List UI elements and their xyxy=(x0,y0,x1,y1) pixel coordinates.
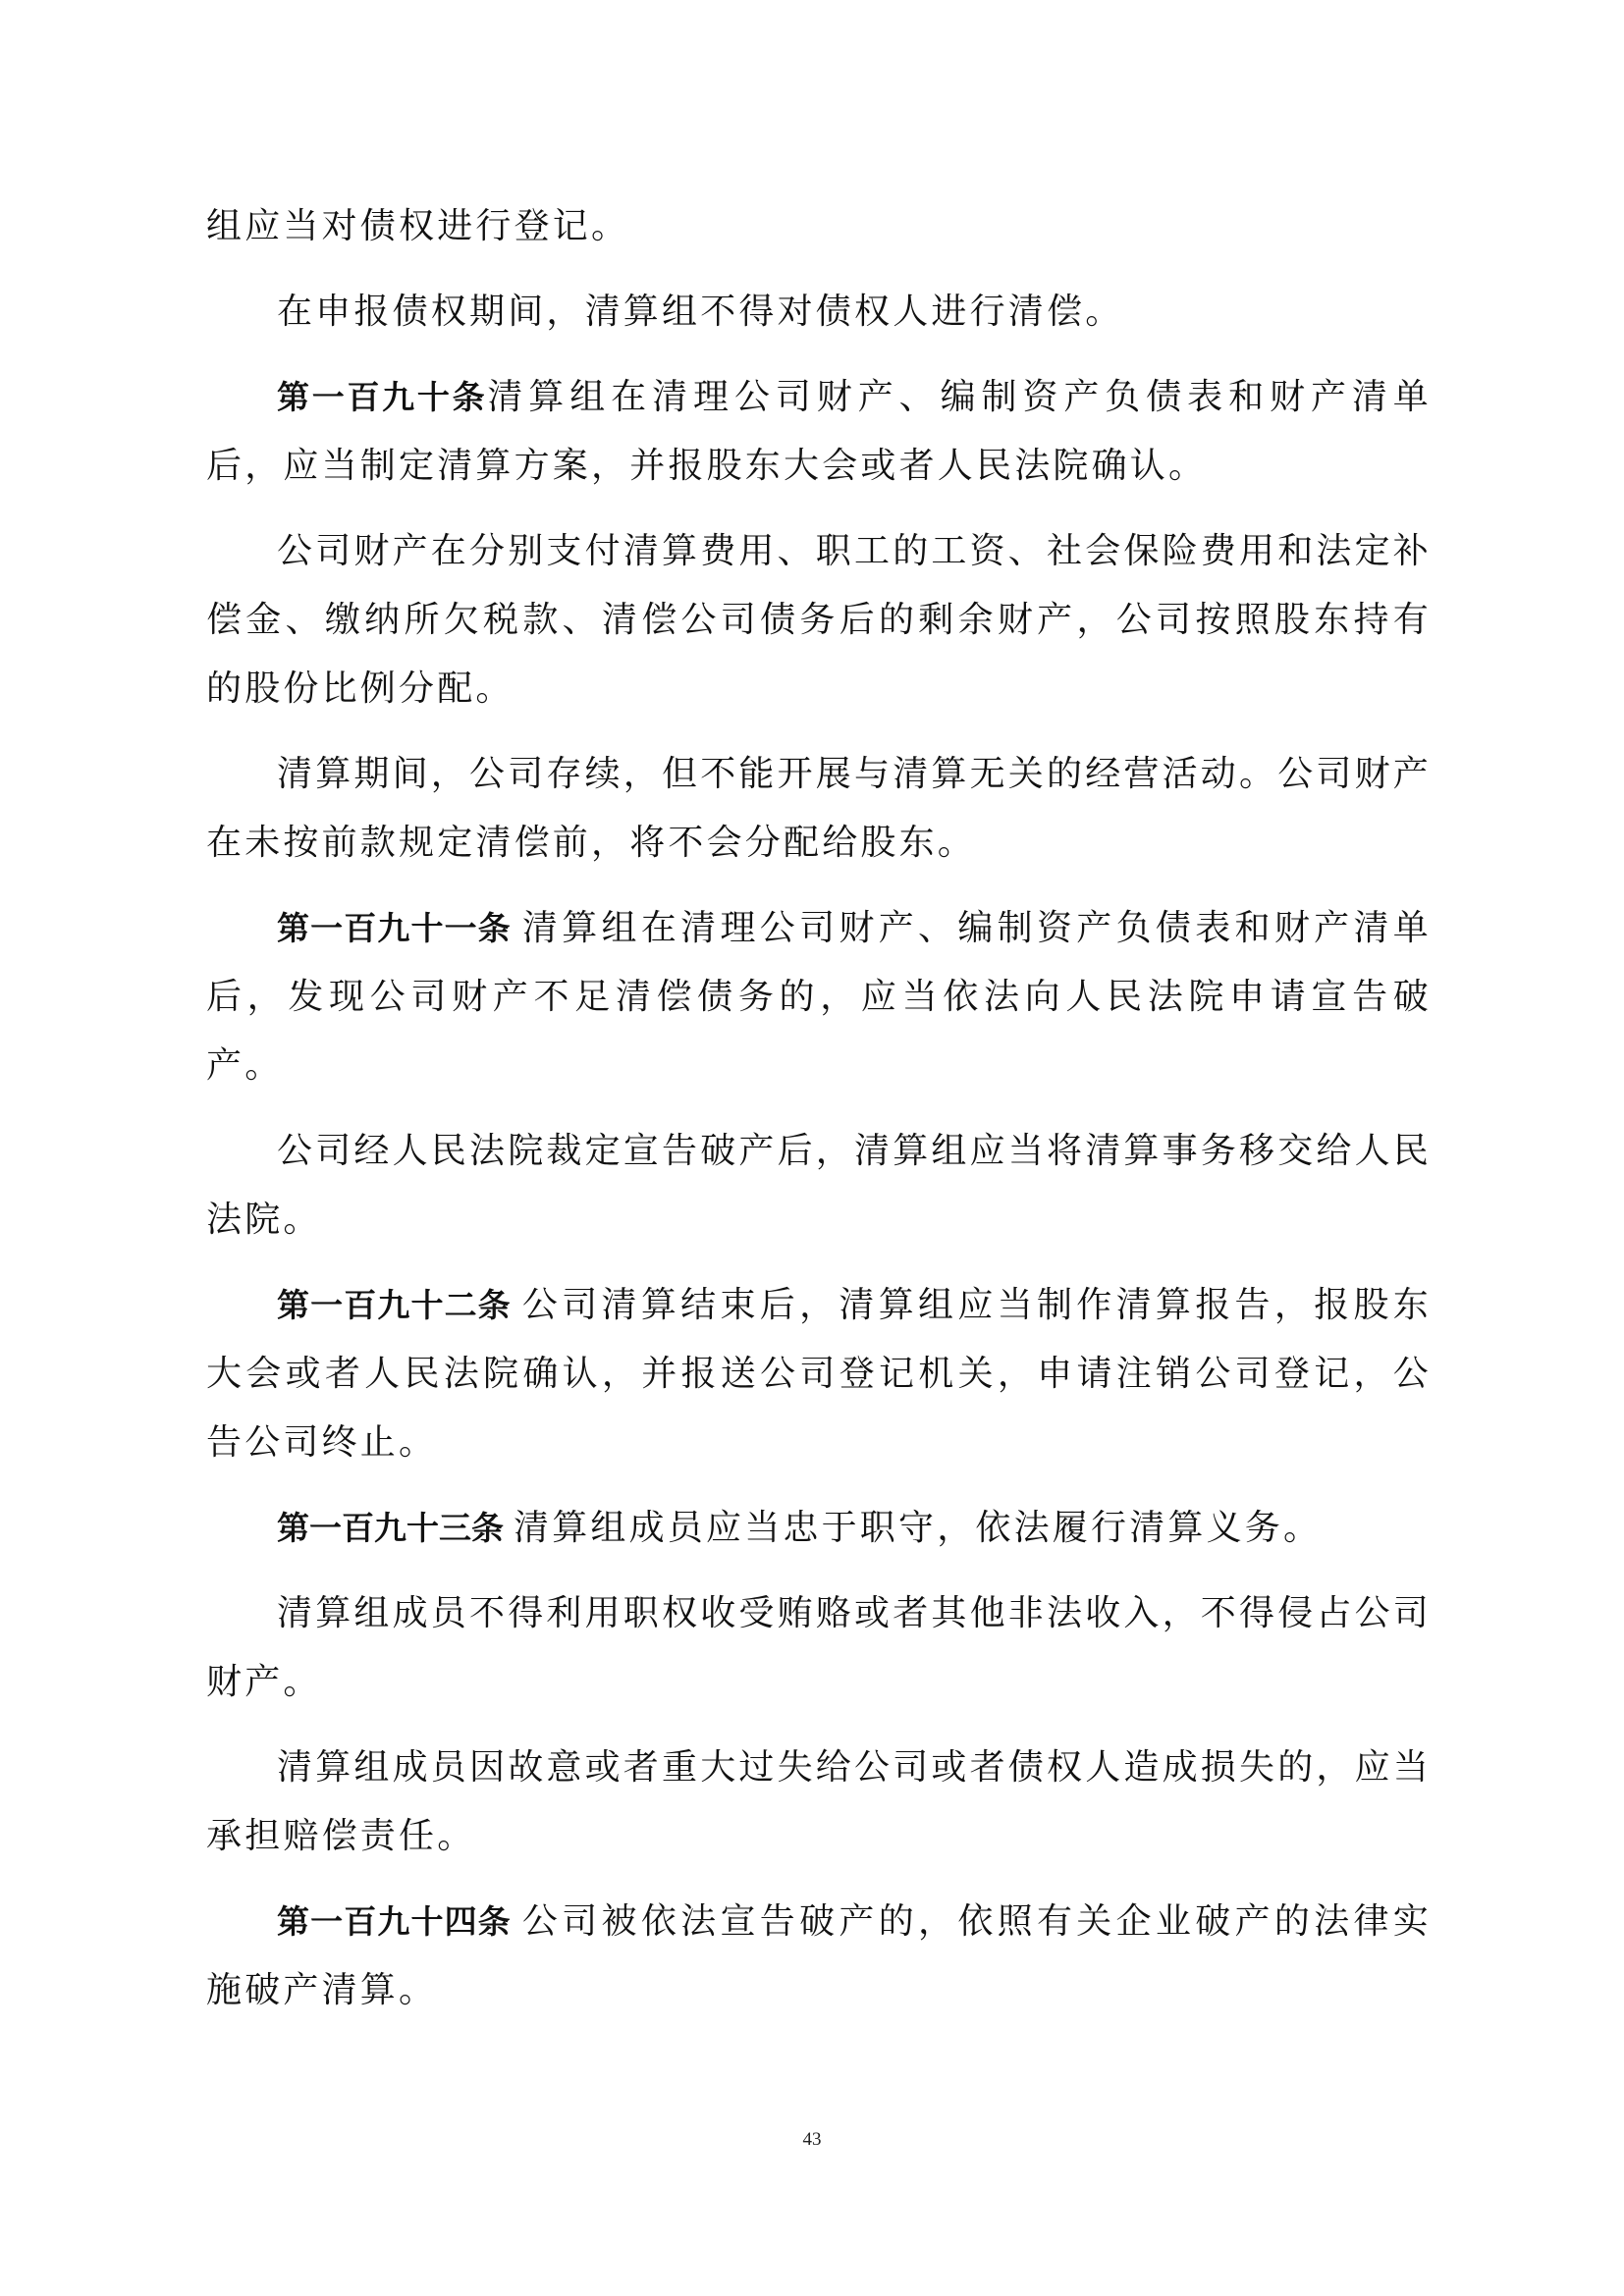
paragraph-text: 公司经人民法院裁定宣告破产后，清算组应当将清算事务移交给人民法院。 xyxy=(206,1131,1433,1240)
paragraph-7 xyxy=(206,1117,1432,1255)
paragraph-text: 公司清算结束后，清算组应当制作清算报告，报股东大会或者人民法院确认，并报送公司登记机关，申请注销公司登记，公告公司终止。 xyxy=(206,1285,1432,1463)
paragraph-text: 清算组在清理公司财产、编制资产负债表和财产清单后，应当制定清算方案，并报股东大会或者人民法院确认。 xyxy=(206,377,1432,486)
article-number: 第一百九十三条 xyxy=(277,1509,504,1547)
paragraph-5 xyxy=(206,740,1432,878)
article-194 xyxy=(206,1888,1432,2025)
paragraph-11 xyxy=(206,1734,1432,1871)
article-number: 第一百九十四条 xyxy=(277,1902,512,1941)
paragraph-text: 清算组成员因故意或者重大过失给公司或者债权人造成损失的，应当承担赔偿责任。 xyxy=(206,1747,1433,1856)
article-number: 第一百九十条 xyxy=(277,378,488,416)
paragraph-text: 组应当对债权进行登记。 xyxy=(206,206,630,246)
page-number: 43 xyxy=(802,2129,822,2150)
body-text xyxy=(206,192,1432,2042)
paragraph-text: 清算组在清理公司财产、编制资产负债表和财产清单后，发现公司财产不足清偿债务的，应当依法向人民法院申请宣告破产。 xyxy=(206,908,1432,1086)
paragraph-4 xyxy=(206,517,1432,723)
article-193 xyxy=(206,1494,1432,1563)
article-number: 第一百九十二条 xyxy=(277,1286,512,1324)
paragraph-text: 公司财产在分别支付清算费用、职工的工资、社会保险费用和法定补偿金、缴纳所欠税款、清偿公司债务后的剩余财产，公司按照股东持有的股份比例分配。 xyxy=(206,531,1433,709)
paragraph-10 xyxy=(206,1579,1432,1717)
article-191 xyxy=(206,894,1432,1100)
paragraph-text: 清算期间，公司存续，但不能开展与清算无关的经营活动。公司财产在未按前款规定清偿前，将不会分配给股东。 xyxy=(206,754,1433,863)
paragraph-2 xyxy=(206,278,1432,347)
article-192 xyxy=(206,1271,1432,1477)
paragraph-text: 清算组成员不得利用职权收受贿赂或者其他非法收入，不得侵占公司财产。 xyxy=(206,1593,1433,1702)
article-number: 第一百九十一条 xyxy=(277,909,512,947)
paragraph-1 xyxy=(206,192,1432,261)
paragraph-text: 清算组成员应当忠于职守，依法履行清算义务。 xyxy=(514,1508,1323,1548)
paragraph-text: 在申报债权期间，清算组不得对债权人进行清偿。 xyxy=(277,292,1124,332)
article-190 xyxy=(206,363,1432,501)
paragraph-text: 公司被依法宣告破产的，依照有关企业破产的法律实施破产清算。 xyxy=(206,1901,1432,2010)
